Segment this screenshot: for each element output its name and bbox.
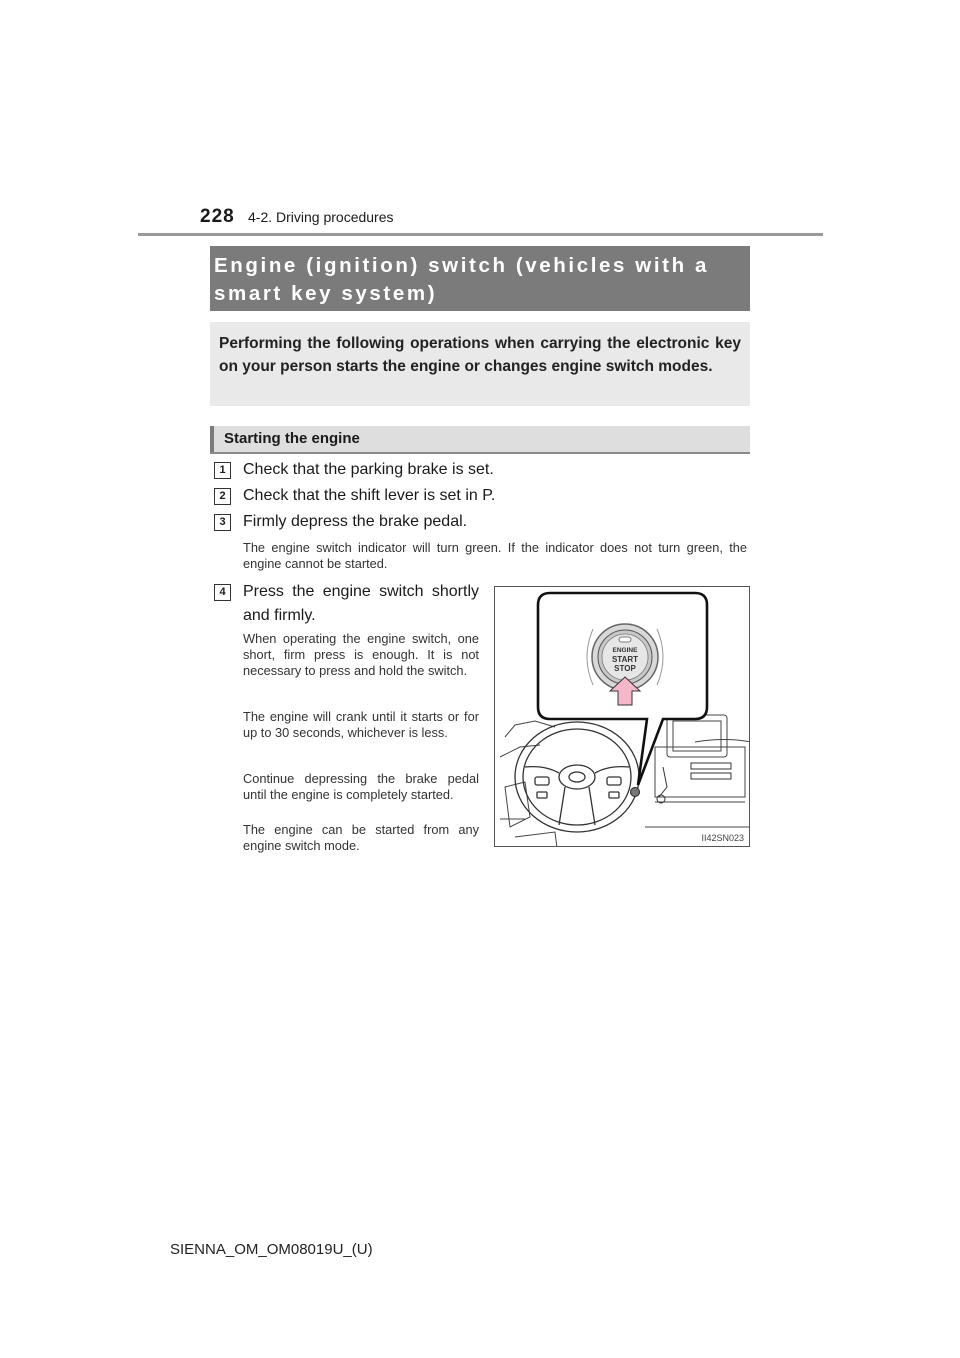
button-label-line-2: START — [611, 655, 639, 664]
subheading-bar — [210, 426, 214, 452]
step-4-note-3: Continue depressing the brake pedal until the engine is completely started. — [243, 771, 479, 802]
step-3-note: The engine switch indicator will turn green. If the indicator does not turn green, the engine cannot be started. — [243, 540, 747, 571]
intro-text: Performing the following operations when carrying the electronic key on your person starts the engine or changes engine switch modes. — [219, 335, 741, 375]
step-number-2: 2 — [214, 488, 231, 505]
step-text-3: Firmly depress the brake pedal. — [243, 513, 468, 530]
page-title — [210, 246, 750, 311]
step-number-4: 4 — [214, 584, 231, 601]
step-text-4 — [243, 580, 479, 628]
step-4-note-4: The engine can be started from any engine switch mode. — [243, 822, 479, 853]
step-text-2: Check that the shift lever is set in P. — [243, 487, 496, 504]
engine-switch-location — [631, 788, 640, 797]
header-rule — [138, 233, 823, 236]
steering-wheel — [515, 722, 639, 832]
dashboard-illustration — [495, 587, 750, 847]
step-number-1: 1 — [214, 462, 231, 479]
title-line-2: smart key system) — [214, 282, 438, 305]
step-4-note-1: When operating the engine switch, one short, firm press is enough. It is not necessary to press and hold the switch. — [243, 631, 479, 678]
engine-switch-indicator — [619, 637, 631, 642]
footer-doc-code: SIENNA_OM_OM08019U_(U) — [170, 1241, 373, 1258]
section-label: 4-2. Driving procedures — [248, 209, 394, 225]
page-number: 228 — [200, 206, 235, 227]
step-number-3: 3 — [214, 514, 231, 531]
subheading — [210, 426, 750, 454]
button-label-line-1: ENGINE — [612, 647, 638, 654]
engine-switch-figure — [494, 586, 750, 847]
step-text-4-line-2: and firmly. — [243, 607, 316, 624]
subheading-text: Starting the engine — [224, 430, 360, 447]
figure-code: II42SN023 — [701, 833, 744, 843]
title-line-1: Engine (ignition) switch (vehicles with a — [214, 254, 709, 277]
intro-box — [210, 322, 750, 406]
step-4-note-2: The engine will crank until it starts or for up to 30 seconds, whichever is less. — [243, 709, 479, 740]
step-text-4-line-1: Press the engine switch shortly — [243, 583, 479, 600]
step-text-1: Check that the parking brake is set. — [243, 461, 494, 478]
button-label-line-3: STOP — [614, 664, 636, 673]
